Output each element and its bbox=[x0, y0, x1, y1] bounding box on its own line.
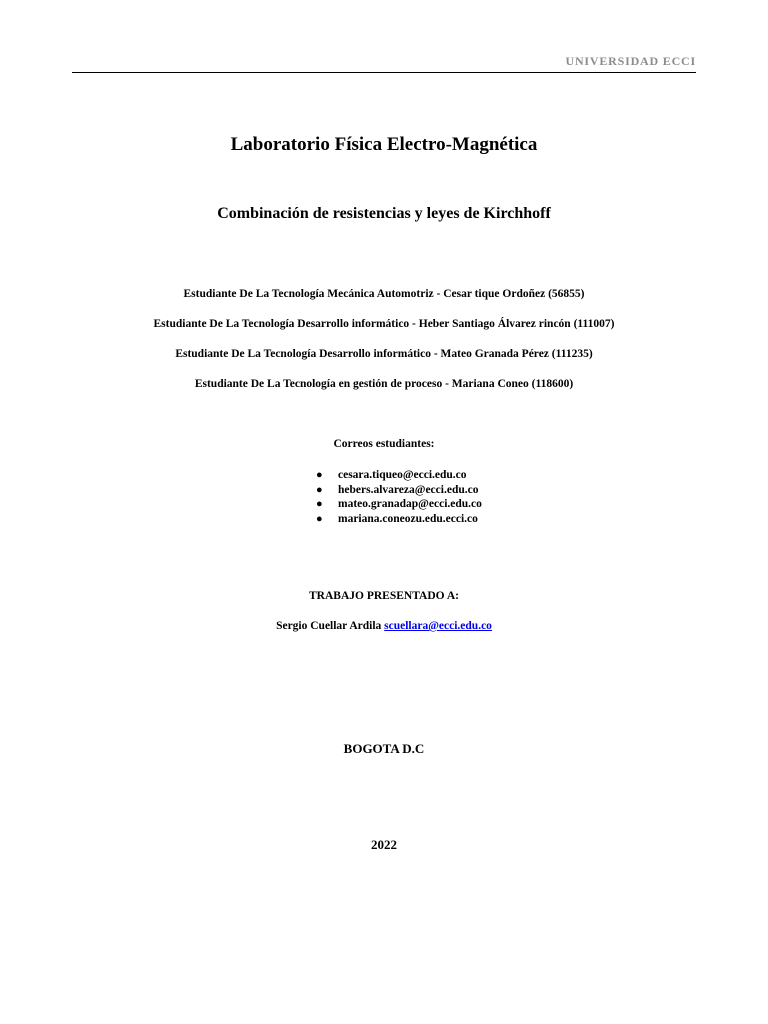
email-text: hebers.alvareza@ecci.edu.co bbox=[338, 483, 479, 496]
email-text: mateo.granadap@ecci.edu.co bbox=[338, 498, 482, 510]
student-line: Estudiante De La Tecnología Desarrollo informático - Heber Santiago Álvarez rincón (111007) bbox=[153, 318, 615, 330]
student-line: Estudiante De La Tecnología Mecánica Automotriz - Cesar tique Ordoñez (56855) bbox=[183, 288, 585, 300]
bullet-icon: ● bbox=[316, 512, 323, 525]
bullet-icon: ● bbox=[316, 483, 323, 496]
student-line: Estudiante De La Tecnología en gestión de proceso - Mariana Coneo (118600) bbox=[194, 378, 574, 390]
page-header bbox=[72, 54, 696, 73]
email-text: cesara.tiqueo@ecci.edu.co bbox=[338, 469, 467, 481]
city: BOGOTA D.C bbox=[343, 741, 425, 756]
email-list-item bbox=[316, 469, 482, 484]
institution-name: UNIVERSIDAD ECCI bbox=[565, 54, 696, 68]
email-list-item bbox=[316, 513, 482, 528]
bullet-icon: ● bbox=[316, 469, 323, 481]
presented-to-heading: TRABAJO PRESENTADO A: bbox=[309, 590, 459, 602]
year: 2022 bbox=[371, 837, 397, 852]
document-title: Laboratorio Física Electro-Magnética bbox=[230, 134, 538, 155]
emails-heading: Correos estudiantes: bbox=[333, 438, 435, 450]
email-list-item bbox=[316, 484, 482, 499]
document-subtitle: Combinación de resistencias y leyes de Kirchhoff bbox=[217, 205, 551, 222]
email-text: mariana.coneozu.edu.ecci.co bbox=[338, 512, 478, 525]
advisor-line bbox=[0, 620, 768, 632]
email-list bbox=[316, 469, 482, 527]
advisor-name: Sergio Cuellar Ardila bbox=[276, 620, 382, 632]
advisor-email-link[interactable]: scuellara@ecci.edu.co bbox=[384, 620, 492, 632]
bullet-icon: ● bbox=[316, 498, 323, 510]
email-list-item bbox=[316, 498, 482, 513]
student-line: Estudiante De La Tecnología Desarrollo informático - Mateo Granada Pérez (111235) bbox=[175, 348, 593, 360]
